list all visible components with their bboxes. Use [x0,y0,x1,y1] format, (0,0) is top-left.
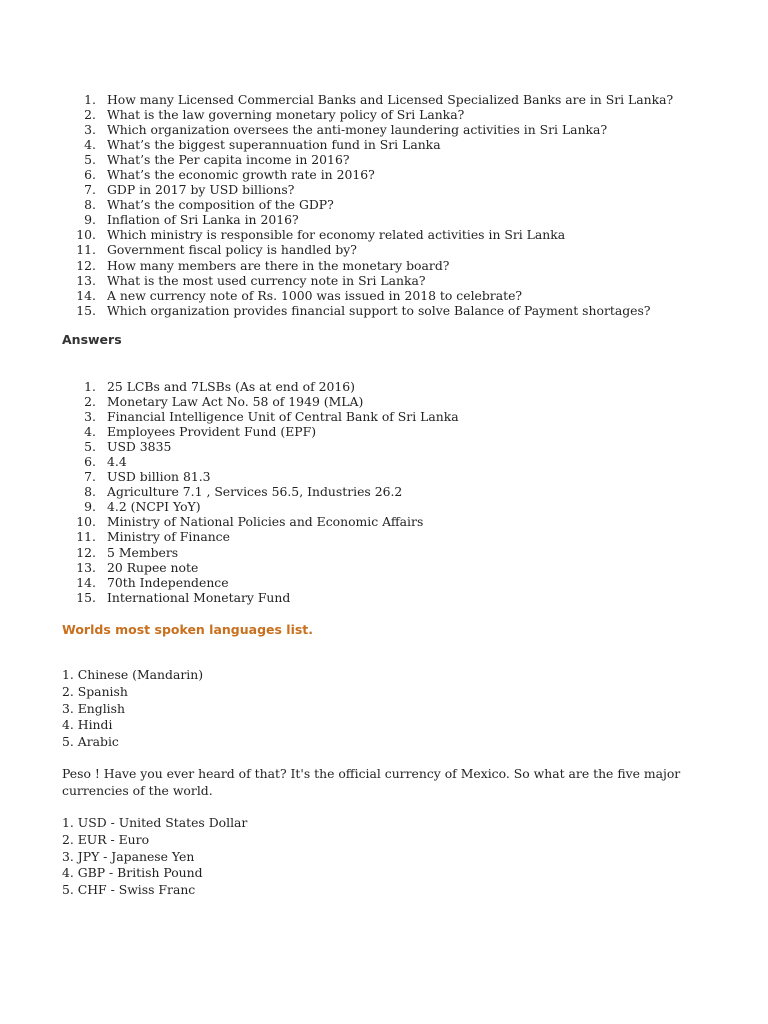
languages-list [62,667,203,751]
question-item-number: 7. [84,182,96,198]
answer-item-number: 5. [84,439,96,455]
question-item-text: Which organization oversees the anti-money laundering activities in Sri Lanka? [107,122,608,138]
question-item-text: How many Licensed Commercial Banks and Licensed Specialized Banks are in Sri Lanka? [107,92,674,107]
answer-item-number: 9. [84,499,96,515]
answer-item-number: 13. [76,559,96,575]
answer-item-text: 4.4 [107,454,127,470]
answer-item-text: International Monetary Fund [107,589,291,605]
answer-item-text: Employees Provident Fund (EPF) [107,424,317,440]
answer-item-text: Ministry of Finance [107,529,230,545]
currency-item: 1. USD - United States Dollar [62,815,248,830]
question-item-text: Which ministry is responsible for economy related activities in Sri Lanka [107,227,566,243]
language-item: 1. Chinese (Mandarin) [62,667,204,682]
answer-item-text: 4.2 (NCPI YoY) [107,499,201,515]
answer-item-number: 14. [76,574,96,590]
question-item-text: A new currency note of Rs. 1000 was issued in 2018 to celebrate? [107,287,523,303]
currencies-list [62,815,247,899]
answer-item-number: 8. [84,484,96,500]
question-item-text: How many members are there in the monetary board? [107,257,450,273]
answer-item-text: 20 Rupee note [107,559,199,575]
language-item: 3. English [62,700,125,716]
answer-item-number: 12. [76,544,96,560]
answer-item-text: 5 Members [107,544,179,560]
answer-item-text: Agriculture 7.1 , Services 56.5, Industries 26.2 [107,484,403,500]
question-item-number: 4. [84,137,96,153]
question-item-text: Government fiscal policy is handled by? [107,242,357,258]
answer-item-number: 7. [84,469,96,485]
question-item-text: What’s the composition of the GDP? [107,197,334,213]
currency-paragraph: Peso ! Have you ever heard of that? It's the official currency of Mexico. So what are the five major currencies of the world. [62,766,681,798]
question-item-text: What’s the biggest superannuation fund in Sri Lanka [107,137,441,153]
language-item: 2. Spanish [62,683,128,699]
answer-item-number: 4. [84,424,96,440]
question-item-text: What’s the Per capita income in 2016? [107,152,350,168]
answer-item-text: Ministry of National Policies and Economic Affairs [107,514,424,530]
question-item-number: 15. [76,302,96,318]
question-item-number: 6. [84,167,96,183]
question-item-number: 2. [84,107,96,123]
question-item-number: 11. [76,242,96,258]
question-item-number: 9. [84,212,96,228]
answer-item-number: 1. [84,379,96,394]
answer-item-text: 70th Independence [107,574,229,590]
question-item-text: What’s the economic growth rate in 2016? [107,167,375,183]
answer-item-text: Financial Intelligence Unit of Central Bank of Sri Lanka [107,409,459,425]
question-item-text: Which organization provides financial support to solve Balance of Payment shortages? [107,302,651,318]
answer-item-text: Monetary Law Act No. 58 of 1949 (MLA) [107,394,364,410]
currency-item: 4. GBP - British Pound [62,865,203,881]
answer-item-number: 10. [76,514,96,530]
question-item-text: GDP in 2017 by USD billions? [107,182,295,198]
languages-heading: Worlds most spoken languages list. [62,622,314,637]
answer-item-number: 11. [76,529,96,545]
question-item-text: Inflation of Sri Lanka in 2016? [107,212,299,228]
question-item-number: 8. [84,197,96,213]
question-item-text: What is the law governing monetary policy of Sri Lanka? [107,107,465,123]
answer-item-text: USD billion 81.3 [107,469,211,485]
question-item-number: 13. [76,272,96,288]
question-item-number: 5. [84,152,96,168]
currency-item: 2. EUR - Euro [62,831,150,847]
answer-item-number: 15. [76,589,96,605]
answer-item-number: 6. [84,454,96,470]
question-item-number: 3. [84,122,96,138]
question-item-number: 10. [76,227,96,243]
question-item-text: What is the most used currency note in Sri Lanka? [107,272,426,288]
question-item-number: 12. [76,257,96,273]
question-item-number: 14. [76,287,96,303]
answer-item-number: 2. [84,394,96,410]
currency-item: 5. CHF - Swiss Franc [62,882,196,898]
answer-item-number: 3. [84,409,96,425]
answer-item-text: 25 LCBs and 7LSBs (As at end of 2016) [107,379,355,394]
question-item-number: 1. [84,92,96,107]
answers-heading: Answers [62,332,122,347]
language-item: 5. Arabic [62,734,119,750]
answer-item-text: USD 3835 [107,439,172,455]
language-item: 4. Hindi [62,717,113,733]
currency-item: 3. JPY - Japanese Yen [62,848,195,864]
